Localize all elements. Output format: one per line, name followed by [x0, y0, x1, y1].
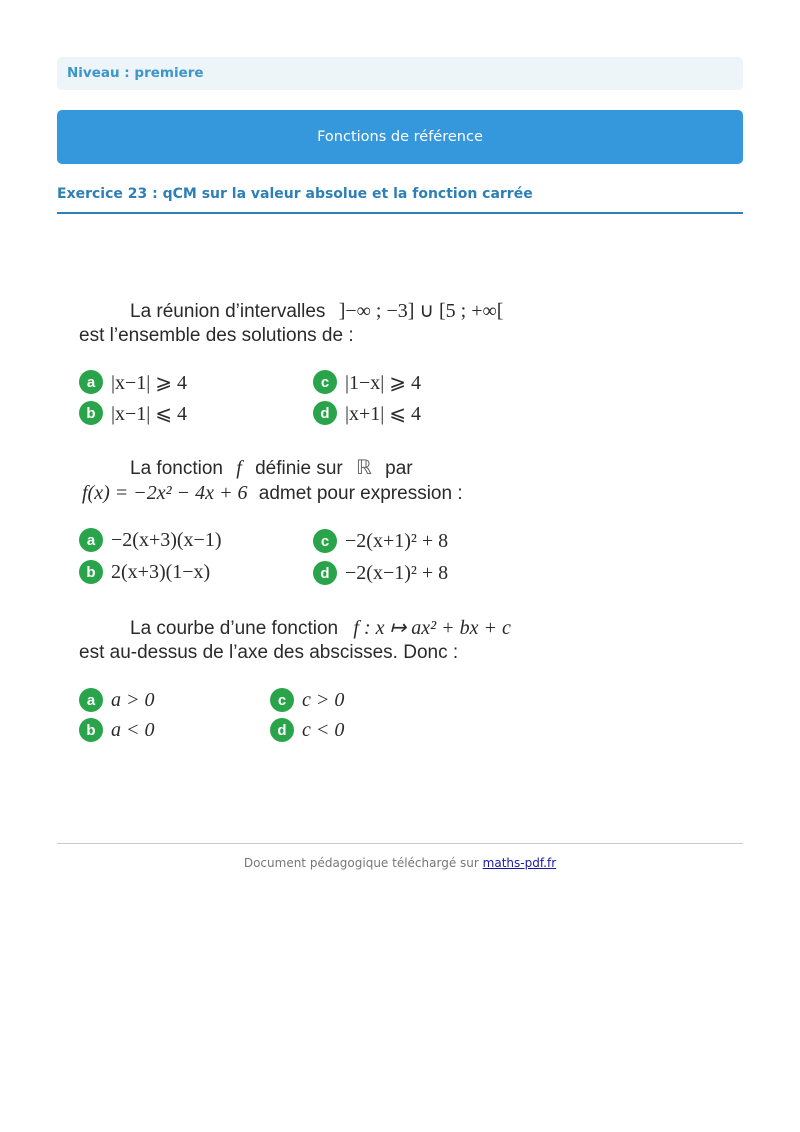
question-2-option-b[interactable]: [79, 559, 210, 585]
option-text: a > 0: [111, 688, 155, 711]
option-text: −2(x+1)² + 8: [345, 529, 449, 552]
option-badge: b: [79, 718, 103, 742]
option-badge: c: [313, 529, 337, 553]
question-2-option-a[interactable]: [79, 527, 221, 553]
question-2-option-d[interactable]: [313, 560, 448, 586]
question-3-function: f : x ↦ ax² + bx + c: [353, 617, 511, 639]
question-3-option-d[interactable]: [270, 717, 344, 743]
option-text: |x−1| ⩽ 4: [111, 402, 188, 425]
option-text: |1−x| ⩾ 4: [345, 371, 422, 394]
level-label: Niveau : premiere: [57, 57, 743, 90]
option-badge: b: [79, 401, 103, 425]
question-2-option-c[interactable]: [313, 528, 448, 554]
footer-text: Document pédagogique téléchargé sur: [243, 856, 479, 870]
option-badge: a: [79, 370, 103, 394]
option-badge: a: [79, 528, 103, 552]
question-1-intro: La réunion d’intervalles: [130, 301, 326, 322]
question-2-defined-on: définie sur: [255, 458, 343, 479]
option-badge: d: [313, 401, 337, 425]
footer: [57, 856, 743, 870]
option-text: a < 0: [111, 718, 155, 741]
option-badge: d: [313, 561, 337, 585]
question-3-intro: La courbe d’une fonction: [130, 618, 339, 639]
question-2-function: f(x) = −2x² − 4x + 6: [82, 482, 248, 504]
footer-link[interactable]: maths-pdf.fr: [482, 856, 557, 870]
question-3-option-b[interactable]: [79, 717, 155, 743]
option-badge: a: [79, 688, 103, 712]
option-badge: c: [313, 370, 337, 394]
question-1-option-b[interactable]: [79, 400, 187, 426]
option-text: |x−1| ⩾ 4: [111, 371, 188, 394]
question-1-interval: ]−∞ ; −3] ∪ [5 ; +∞[: [338, 300, 504, 322]
option-text: −2(x−1)² + 8: [345, 561, 449, 584]
question-2-admet: admet pour expression :: [258, 483, 463, 504]
question-2-line-1: [130, 455, 413, 480]
option-badge: d: [270, 718, 294, 742]
option-text: c < 0: [302, 718, 345, 741]
question-3-line-2: est au-dessus de l’axe des abscisses. Donc :: [79, 642, 459, 663]
question-3-line-1: [130, 615, 511, 640]
question-2-par: par: [385, 458, 413, 479]
question-2-line-2: [82, 482, 463, 505]
option-badge: c: [270, 688, 294, 712]
footer-divider: [57, 843, 743, 844]
question-2-reals: ℝ: [356, 457, 372, 479]
option-text: −2(x+3)(x−1): [111, 528, 222, 551]
question-3-option-c[interactable]: [270, 687, 344, 713]
question-1-option-c[interactable]: [313, 369, 421, 395]
question-1-option-d[interactable]: [313, 400, 421, 426]
chapter-banner: Fonctions de référence: [57, 110, 743, 164]
question-2-intro: La fonction: [130, 458, 223, 479]
question-1-line-1: [130, 298, 503, 323]
question-1-line-2: est l’ensemble des solutions de :: [79, 325, 354, 346]
option-text: |x+1| ⩽ 4: [345, 402, 422, 425]
option-badge: b: [79, 560, 103, 584]
exercise-title: Exercice 23 : qCM sur la valeur absolue et la fonction carrée: [57, 186, 743, 214]
question-3-option-a[interactable]: [79, 687, 155, 713]
option-text: 2(x+3)(1−x): [111, 560, 211, 583]
question-1-option-a[interactable]: [79, 369, 187, 395]
question-2-f: f: [236, 457, 242, 479]
option-text: c > 0: [302, 688, 345, 711]
